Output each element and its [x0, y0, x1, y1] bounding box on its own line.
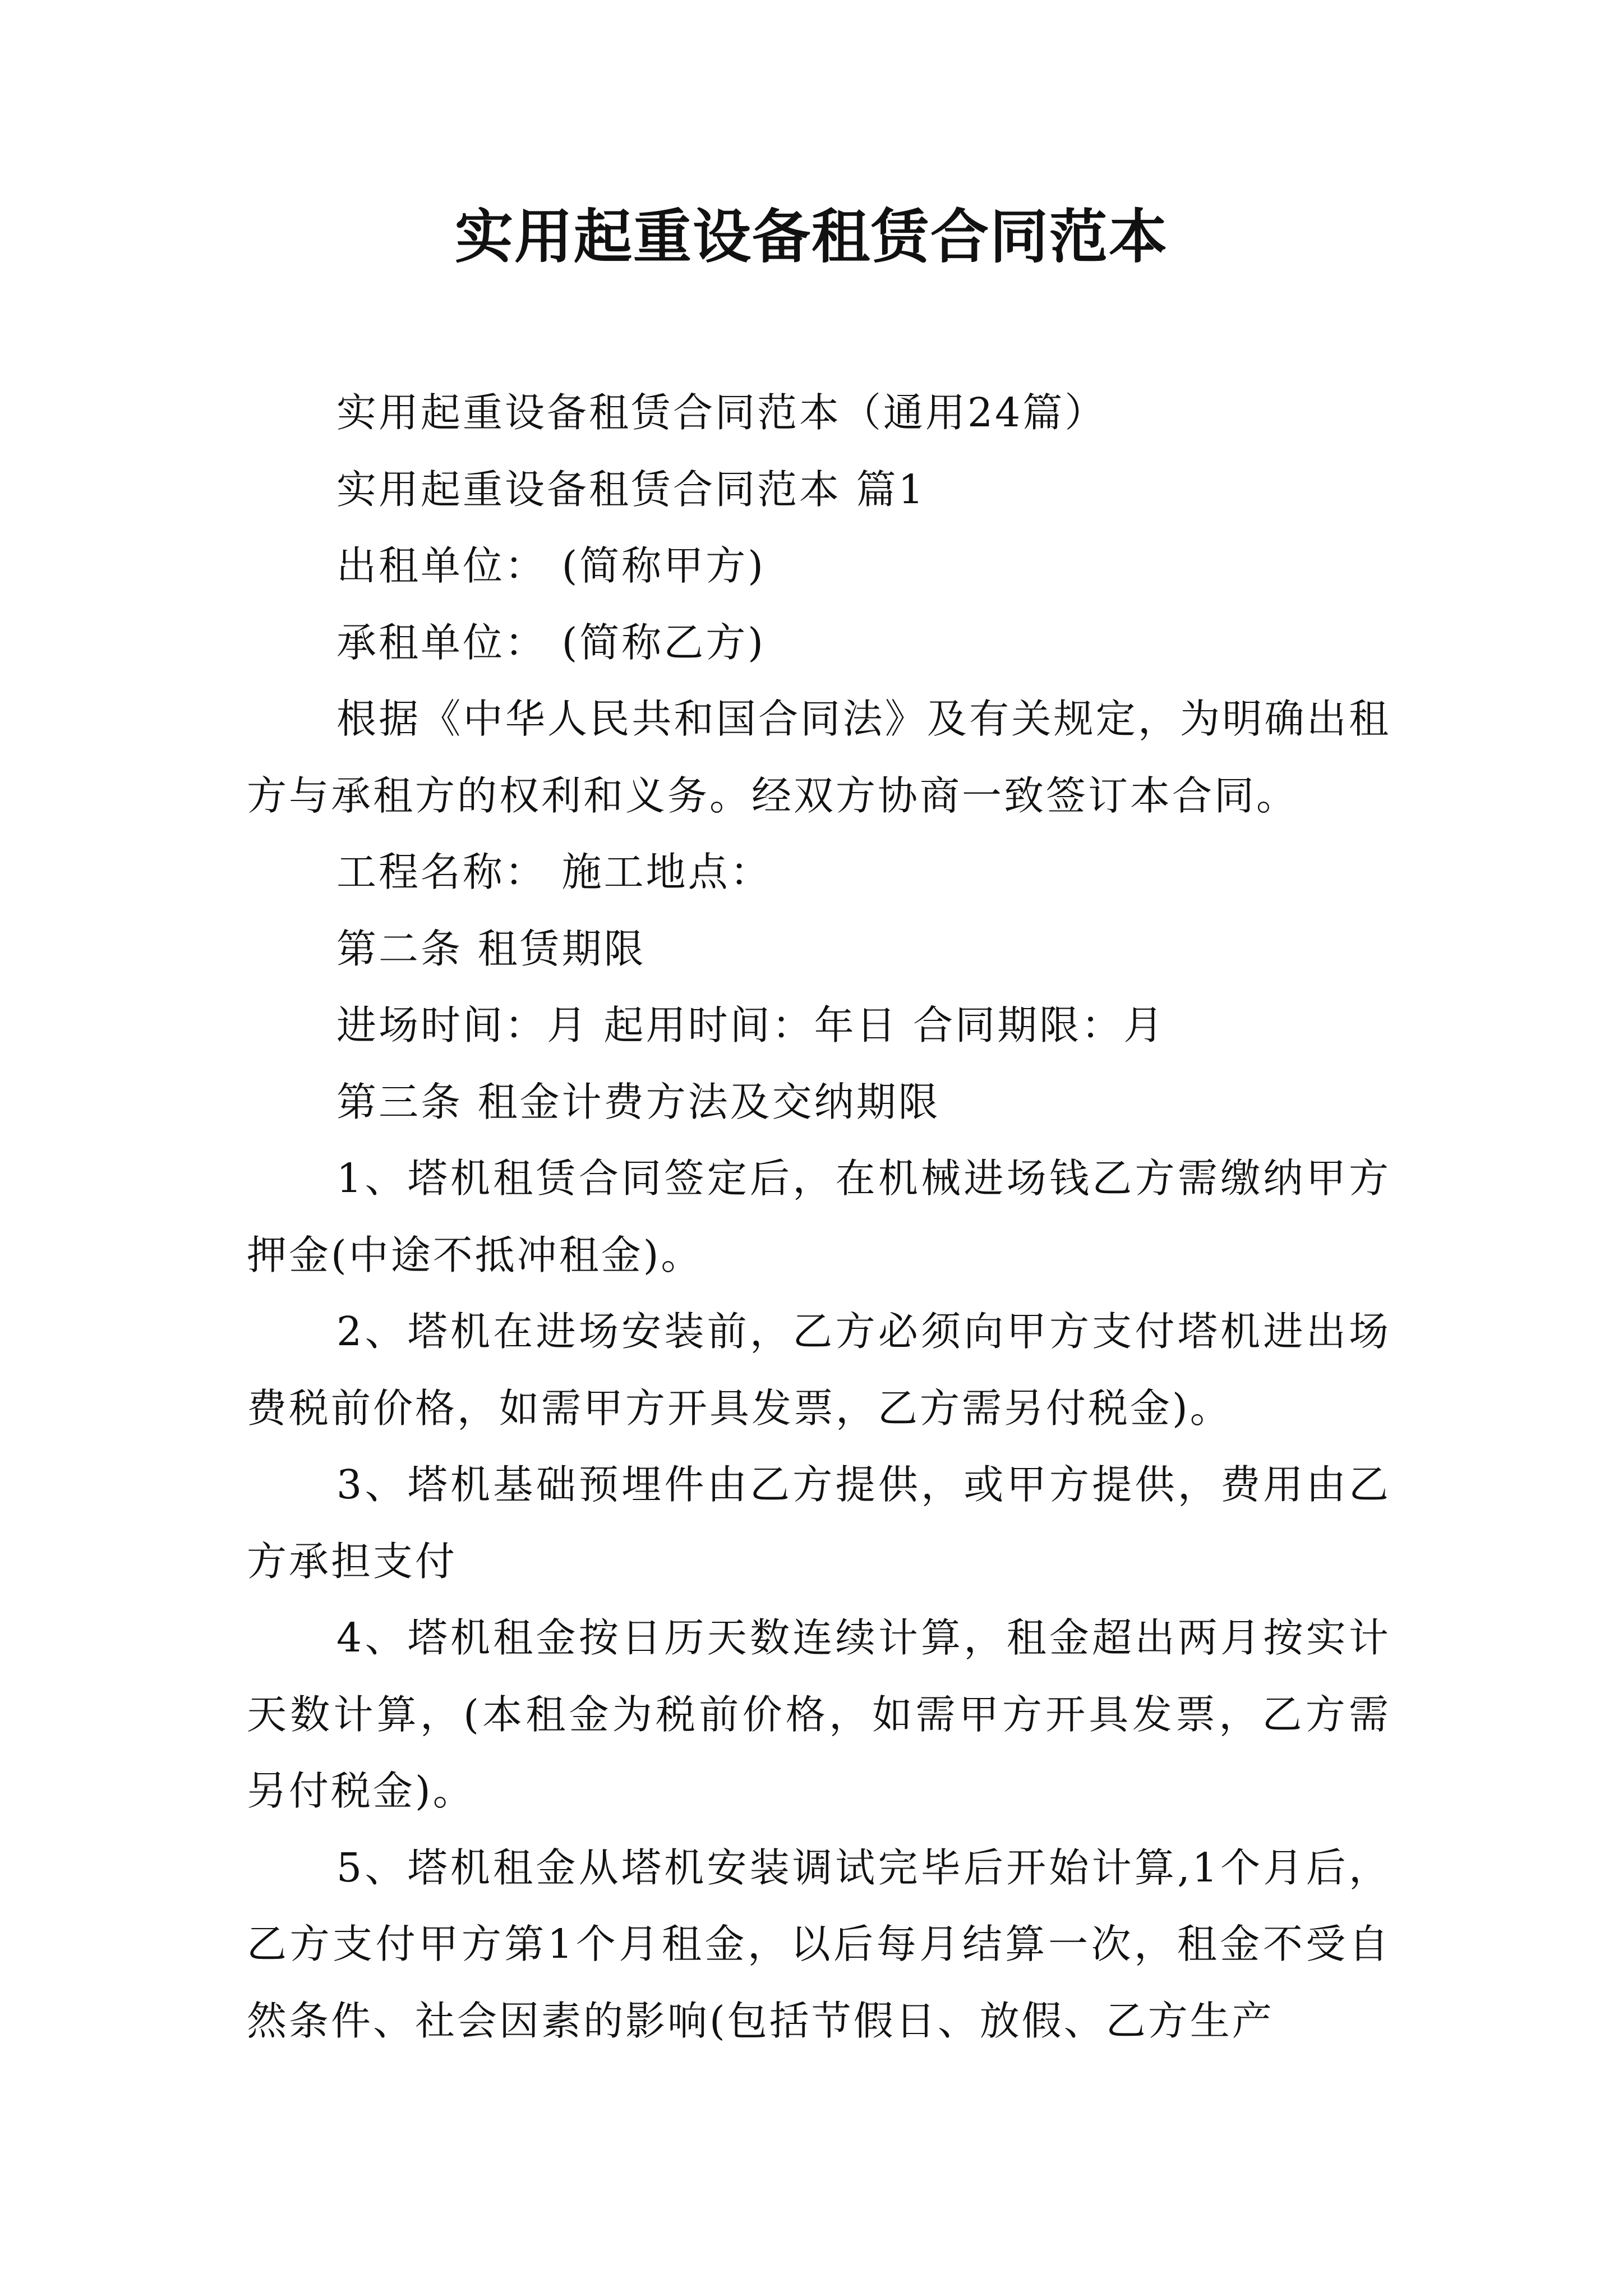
paragraph-lessor: 出租单位： (简称甲方) — [336, 542, 766, 589]
paragraph-chapter-heading: 实用起重设备租赁合同范本 篇1 — [336, 466, 926, 513]
paragraph-preamble: 根据《中华人民共和国合同法》及有关规定，为明确出租方与承租方的权利和义务。经双方协商一致签订本合同。 — [247, 696, 1391, 819]
paragraph-clause-1: 1、塔机租赁合同签定后，在机械进场钱乙方需缴纳甲方押金(中途不抵冲租金)。 — [247, 1155, 1391, 1278]
paragraph-clause-3: 3、塔机基础预埋件由乙方提供，或甲方提供，费用由乙方承担支付 — [247, 1461, 1391, 1585]
paragraph-lessee: 承租单位： (简称乙方) — [336, 619, 766, 666]
document-body — [247, 375, 1391, 2059]
paragraph-subtitle: 实用起重设备租赁合同范本（通用24篇） — [336, 389, 1107, 436]
paragraph-article-3-heading: 第三条 租金计费方法及交纳期限 — [336, 1078, 940, 1125]
document-title: 实用起重设备租赁合同范本 — [454, 203, 1168, 271]
paragraph-project-info: 工程名称： 施工地点： — [336, 849, 772, 895]
paragraph-clause-5: 5、塔机租金从塔机安装调试完毕后开始计算,1个月后，乙方支付甲方第1个月租金，以后每月结算一次，租金不受自然条件、社会因素的影响(包括节假日、放假、乙方生产 — [247, 1844, 1391, 2044]
paragraph-clause-2: 2、塔机在进场安装前，乙方必须向甲方支付塔机进出场费税前价格，如需甲方开具发票，乙方需另付税金)。 — [247, 1308, 1391, 1432]
paragraph-article-2-heading: 第二条 租赁期限 — [336, 925, 646, 972]
paragraph-clause-4: 4、塔机租金按日历天数连续计算，租金超出两月按实计天数计算，(本租金为税前价格，如需甲方开具发票，乙方需另付税金)。 — [247, 1614, 1391, 1814]
paragraph-lease-dates: 进场时间：月 起用时间：年日 合同期限：月 — [336, 1002, 1166, 1048]
